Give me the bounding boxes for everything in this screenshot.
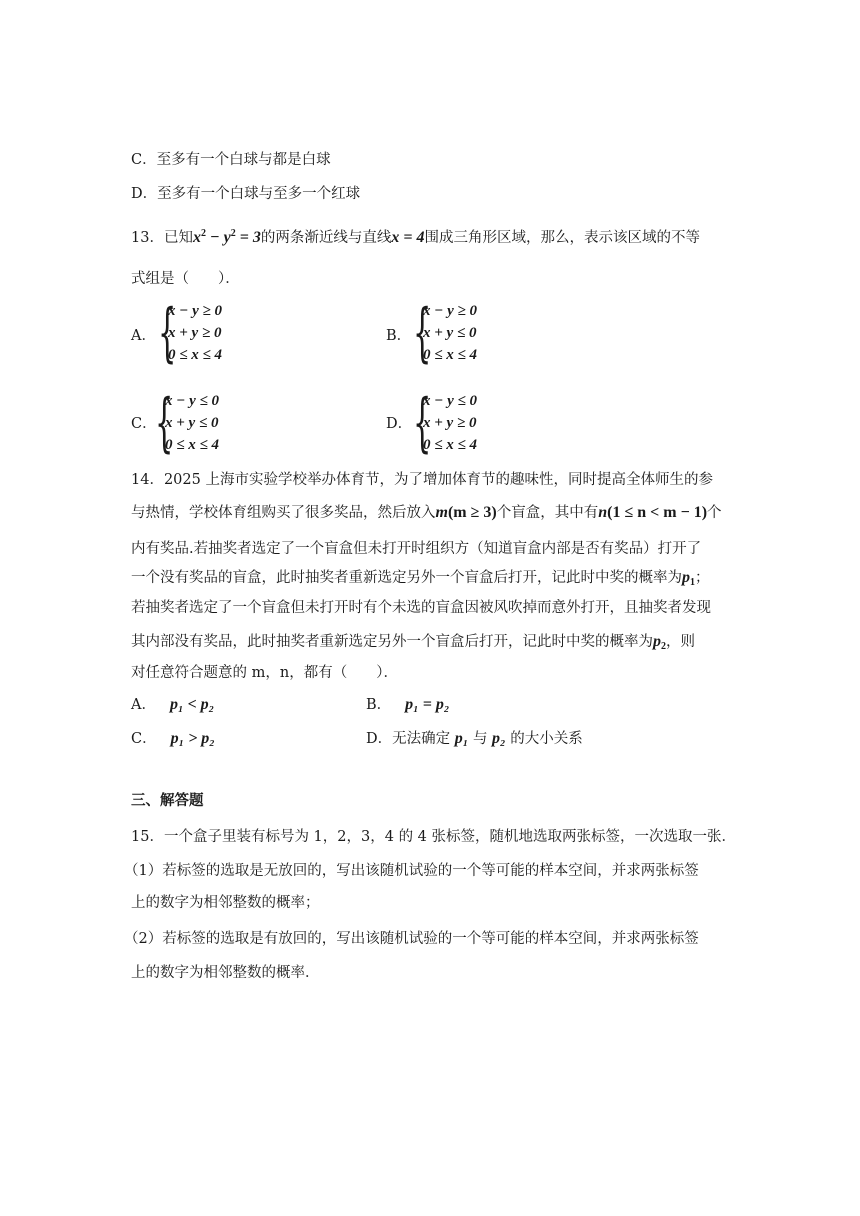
hyperbola-equation: $x^2 - y^2 = 3$: [192, 228, 261, 246]
q13-stem-line1: 13．已知$x^2 - y^2 = 3$的两条渐近线与直线x = 4围成三角形区域，那么，表示该区域的不等: [131, 228, 700, 246]
q15-line5: 上的数字为相邻整数的概率．: [131, 965, 320, 981]
q13-option-c-label: C．: [131, 416, 157, 432]
q12-option-c: C．至多有一个白球与都是白球: [131, 152, 331, 168]
q15-line3: 上的数字为相邻整数的概率；: [131, 895, 320, 911]
q14-line1: 14．2025 上海市实验学校举办体育节，为了增加体育节的趣味性，同时提高全体师生的参: [131, 472, 713, 488]
q14-line4: 一个没有奖品的盲盒，此时抽奖者重新选定另外一个盲盒后打开，记此时中奖的概率为$p_1$；: [131, 569, 710, 588]
q14-line7: 对任意符合题意的 m，n，都有（ ）．: [131, 665, 398, 681]
brace-icon: {: [413, 296, 432, 370]
q15-line1: 15．一个盒子里装有标号为 1，2，3，4 的 4 张标签，随机地选取两张标签，一次选取一张．: [131, 829, 737, 845]
q14-line3: 内有奖品.若抽奖者选定了一个盲盒但未打开时组织方（知道盲盒内部是否有奖品）打开了: [131, 541, 702, 557]
q14-option-b: B． p₁ = p₂: [366, 696, 450, 713]
q13-option-b-label: B．: [386, 328, 412, 344]
q14-line2: 与热情，学校体育组购买了很多奖品，然后放入m(m ≥ 3)个盲盒，其中有n(1 ≤ n < m − 1)个: [131, 504, 722, 521]
brace-icon: {: [155, 386, 174, 460]
brace-icon: {: [413, 386, 432, 460]
q12-option-d: D．至多有一个白球与至多一个红球: [131, 186, 361, 202]
section-heading: 三、解答题: [131, 792, 204, 809]
q14-line5: 若抽奖者选定了一个盲盒但未打开时有个未选的盲盒因被风吹掉而意外打开，且抽奖者发现: [131, 600, 711, 616]
q14-option-d: D．无法确定 p₁ 与 p₂ 的大小关系: [366, 730, 583, 747]
q14-option-a: A． p₁ < p₂: [131, 696, 215, 713]
q15-line4: （2）若标签的选取是有放回的，写出该随机试验的一个等可能的样本空间，并求两张标签: [124, 931, 699, 947]
q13-stem-line2: 式组是（ ）．: [131, 271, 240, 287]
brace-icon: {: [158, 296, 177, 370]
line-equation: x = 4: [391, 229, 425, 246]
q13-option-d-label: D．: [386, 416, 413, 432]
q13-option-a-label: A．: [131, 328, 156, 344]
q14-option-c: C． p₁ > p₂: [131, 730, 215, 747]
q14-line6: 其内部没有奖品，此时抽奖者重新选定另外一个盲盒后打开，记此时中奖的概率为$p_2$，则: [131, 633, 695, 652]
q15-line2: （1）若标签的选取是无放回的，写出该随机试验的一个等可能的样本空间，并求两张标签: [124, 863, 699, 879]
